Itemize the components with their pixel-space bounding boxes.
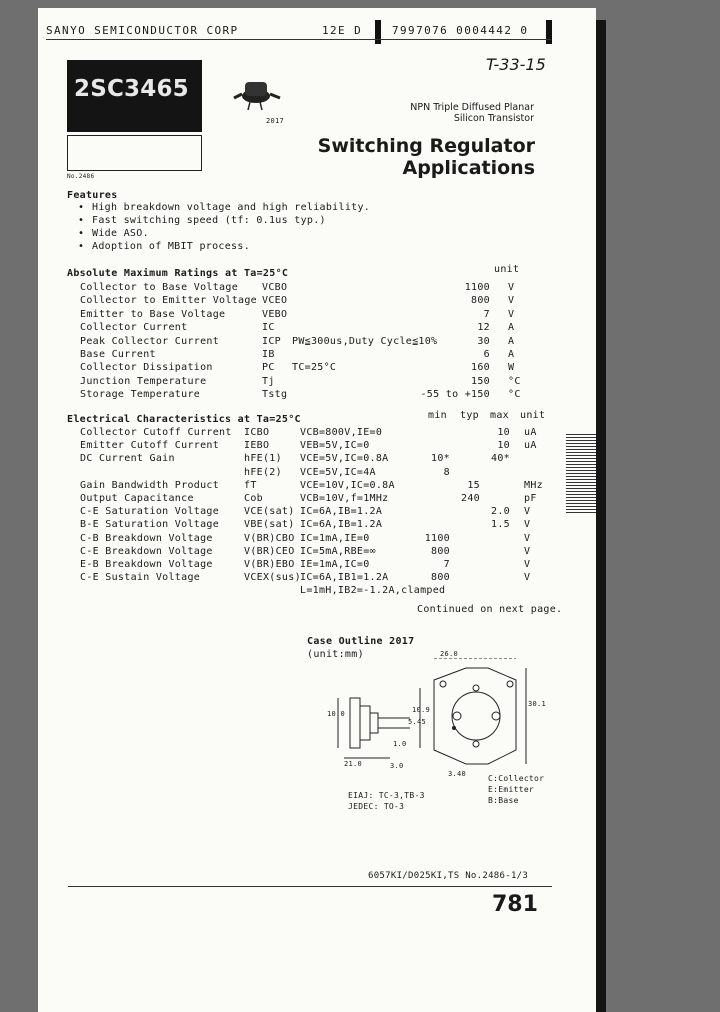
elec-unit: V: [524, 545, 531, 557]
elec-max: 2.0: [491, 506, 510, 518]
feature-item: • Adoption of MBIT process.: [78, 241, 251, 252]
abs-unit: A: [508, 335, 515, 347]
header-bar-mark: [375, 20, 381, 44]
abs-unit: V: [508, 308, 515, 320]
abs-unit: V: [508, 295, 515, 307]
elec-condition: VEB=5V,IC=0: [300, 440, 370, 452]
abs-value: 7: [483, 308, 490, 320]
header-rule: [46, 39, 551, 40]
catalog-no: No.2486: [67, 173, 95, 180]
abs-value: 6: [483, 349, 490, 360]
abs-unit: V: [508, 282, 515, 293]
elec-min: 800: [431, 545, 450, 557]
std-eiaj: EIAJ: TC-3,TB-3: [348, 791, 425, 800]
elec-condition: IE=1mA,IC=0: [300, 559, 370, 570]
elec-condition: IC=6A,IB=1.2A: [300, 506, 383, 518]
elec-min: 800: [431, 572, 450, 584]
abs-unit-header: unit: [494, 264, 520, 275]
abs-unit: W: [508, 362, 515, 374]
footer-code: 6057KI/D025KI,TS No.2486-1/3: [368, 871, 529, 881]
abs-symbol: IB: [262, 349, 275, 360]
abs-unit: °C: [508, 389, 521, 401]
part-number: 2SC3465: [74, 76, 189, 102]
elec-symbol: VCE(sat): [244, 506, 295, 518]
abs-value: 30: [477, 335, 490, 347]
dim-d8: 10.9: [412, 706, 431, 714]
elec-param: C-E Sustain Voltage: [80, 572, 201, 584]
legend-base: B:Base: [488, 796, 519, 805]
abs-param: Collector Current: [80, 322, 188, 334]
abs-symbol: IC: [262, 322, 275, 334]
std-jedec: JEDEC: TO-3: [348, 802, 405, 811]
elec-max: 1.5: [491, 519, 510, 531]
elec-min: 1100: [424, 532, 450, 544]
col-min: min: [428, 410, 447, 421]
package-label: 2017: [266, 117, 285, 125]
abs-condition: PW≦300us,Duty Cycle≦10%: [292, 335, 438, 347]
elec-unit: V: [524, 506, 531, 518]
elec-condition: VCE=5V,IC=4A: [300, 466, 376, 478]
elec-unit: V: [524, 572, 531, 584]
elec-param: C-E Breakdown Voltage: [80, 545, 213, 557]
abs-param: Collector Dissipation: [80, 362, 213, 374]
elec-min: 8: [443, 466, 450, 478]
elec-condition: VCE=10V,IC=0.8A: [300, 479, 395, 491]
elec-unit: V: [524, 519, 531, 531]
abs-symbol: VCEO: [262, 295, 288, 307]
elec-extra-cond: L=1mH,IB2=-1.2A,clamped: [300, 585, 446, 596]
elec-symbol: VBE(sat): [244, 519, 295, 531]
feature-item: • Fast switching speed (tf: 0.1us typ.): [78, 215, 326, 226]
header-code: 12E D: [322, 24, 363, 37]
elec-symbol: Cob: [244, 493, 263, 504]
abs-unit: A: [508, 349, 515, 360]
col-typ: typ: [460, 410, 479, 421]
dim-d4: 1.0: [393, 740, 407, 748]
case-outline-unit: (unit:mm): [307, 649, 364, 660]
dim-d5: 3.0: [390, 762, 404, 770]
elec-max: 40*: [491, 453, 510, 465]
abs-param: Storage Temperature: [80, 389, 201, 401]
elec-typ: 240: [461, 493, 480, 504]
header-bar-mark-2: [546, 20, 552, 44]
continued-note: Continued on next page.: [417, 604, 563, 615]
abs-param: Collector to Emitter Voltage: [80, 295, 257, 307]
page-number: 781: [492, 892, 538, 917]
dim-d3: 10.0: [327, 710, 346, 718]
abs-condition: TC=25°C: [292, 362, 337, 374]
elec-unit: uA: [524, 427, 537, 438]
elec-symbol: IEBO: [244, 440, 270, 452]
elec-max: 10: [497, 440, 510, 452]
header-ref: 7997076 0004442 0: [392, 24, 529, 37]
blank-box: [67, 135, 202, 171]
dim-d7: 21.0: [344, 760, 363, 768]
elec-symbol: V(BR)CEO: [244, 545, 295, 557]
abs-param: Peak Collector Current: [80, 335, 220, 347]
abs-symbol: PC: [262, 362, 275, 374]
abs-unit: A: [508, 322, 515, 334]
footer-rule: [68, 886, 552, 887]
abs-unit: °C: [508, 375, 521, 387]
device-type-2: Silicon Transistor: [453, 113, 534, 124]
elec-min: 10*: [431, 453, 450, 465]
col-max: max: [490, 410, 509, 421]
elec-max: 10: [497, 427, 510, 438]
abs-symbol: VEBO: [262, 308, 288, 320]
elec-symbol: ICBO: [244, 427, 270, 438]
abs-value: 160: [471, 362, 490, 374]
abs-param: Base Current: [80, 349, 156, 360]
dim-d1: 26.0: [440, 650, 459, 658]
company-name: SANYO SEMICONDUCTOR CORP: [46, 24, 239, 37]
abs-symbol: Tstg: [262, 389, 288, 401]
elec-param: E-B Breakdown Voltage: [80, 559, 213, 570]
elec-param: Collector Cutoff Current: [80, 427, 232, 438]
elec-unit: MHz: [524, 479, 543, 491]
abs-symbol: VCBO: [262, 282, 288, 293]
device-type-1: NPN Triple Diffused Planar: [410, 102, 534, 113]
col-unit: unit: [520, 410, 546, 421]
elec-param: C-B Breakdown Voltage: [80, 532, 213, 544]
elec-unit: pF: [524, 493, 537, 504]
elec-param: B-E Saturation Voltage: [80, 519, 220, 531]
scan-stripe: [566, 432, 596, 514]
abs-value: -55 to +150: [420, 389, 490, 401]
elec-param: DC Current Gain: [80, 453, 175, 465]
scan-edge-bar: [596, 20, 606, 1012]
elec-condition: VCE=5V,IC=0.8A: [300, 453, 389, 465]
case-outline-title: Case Outline 2017: [307, 636, 415, 647]
elec-unit: V: [524, 559, 531, 570]
elec-symbol: hFE(1): [244, 453, 282, 465]
elec-param: C-E Saturation Voltage: [80, 506, 220, 518]
elec-symbol: fT: [244, 479, 257, 491]
features-heading: Features: [67, 190, 118, 201]
elec-param: Output Capacitance: [80, 493, 194, 504]
abs-symbol: ICP: [262, 335, 281, 347]
elec-symbol: hFE(2): [244, 466, 282, 478]
elec-condition: IC=1mA,IE=0: [300, 532, 370, 544]
part-number-block: [67, 60, 202, 132]
transistor-package-icon: [228, 72, 288, 112]
abs-value: 1100: [464, 282, 490, 293]
abs-value: 800: [471, 295, 490, 307]
elec-param: Gain Bandwidth Product: [80, 479, 220, 491]
elec-condition: IC=5mA,RBE=∞: [300, 545, 376, 557]
handwritten-note: T-33-15: [486, 55, 546, 74]
legend-emitter: E:Emitter: [488, 785, 535, 794]
elec-min: 7: [443, 559, 450, 570]
elec-typ: 15: [467, 479, 480, 491]
feature-item: • Wide ASO.: [78, 228, 149, 239]
elec-unit: uA: [524, 440, 537, 452]
elec-symbol: V(BR)CBO: [244, 532, 295, 544]
app-title-1: Switching Regulator: [317, 135, 535, 157]
abs-param: Collector to Base Voltage: [80, 282, 239, 293]
elec-symbol: V(BR)EBO: [244, 559, 295, 570]
elec-symbol: VCEX(sus): [244, 572, 301, 584]
legend-collector: C:Collector: [488, 774, 545, 783]
dim-d9: 3.40: [448, 770, 467, 778]
abs-symbol: Tj: [262, 375, 275, 387]
abs-param: Junction Temperature: [80, 375, 207, 387]
elec-param: Emitter Cutoff Current: [80, 440, 220, 452]
abs-value: 150: [471, 375, 490, 387]
dim-d2: 30.1: [528, 700, 547, 708]
elec-condition: IC=6A,IB=1.2A: [300, 519, 383, 531]
dim-d6: 5.45: [408, 718, 427, 726]
elec-condition: VCB=10V,f=1MHz: [300, 493, 389, 504]
elec-condition: IC=6A,IB1=1.2A: [300, 572, 389, 584]
elec-heading: Electrical Characteristics at Ta=25°C: [67, 414, 301, 425]
elec-condition: VCB=800V,IE=0: [300, 427, 383, 438]
abs-max-heading: Absolute Maximum Ratings at Ta=25°C: [67, 268, 289, 279]
abs-param: Emitter to Base Voltage: [80, 308, 226, 320]
feature-item: • High breakdown voltage and high reliability.: [78, 202, 371, 213]
app-title-2: Applications: [402, 157, 535, 179]
elec-unit: V: [524, 532, 531, 544]
abs-value: 12: [477, 322, 490, 334]
